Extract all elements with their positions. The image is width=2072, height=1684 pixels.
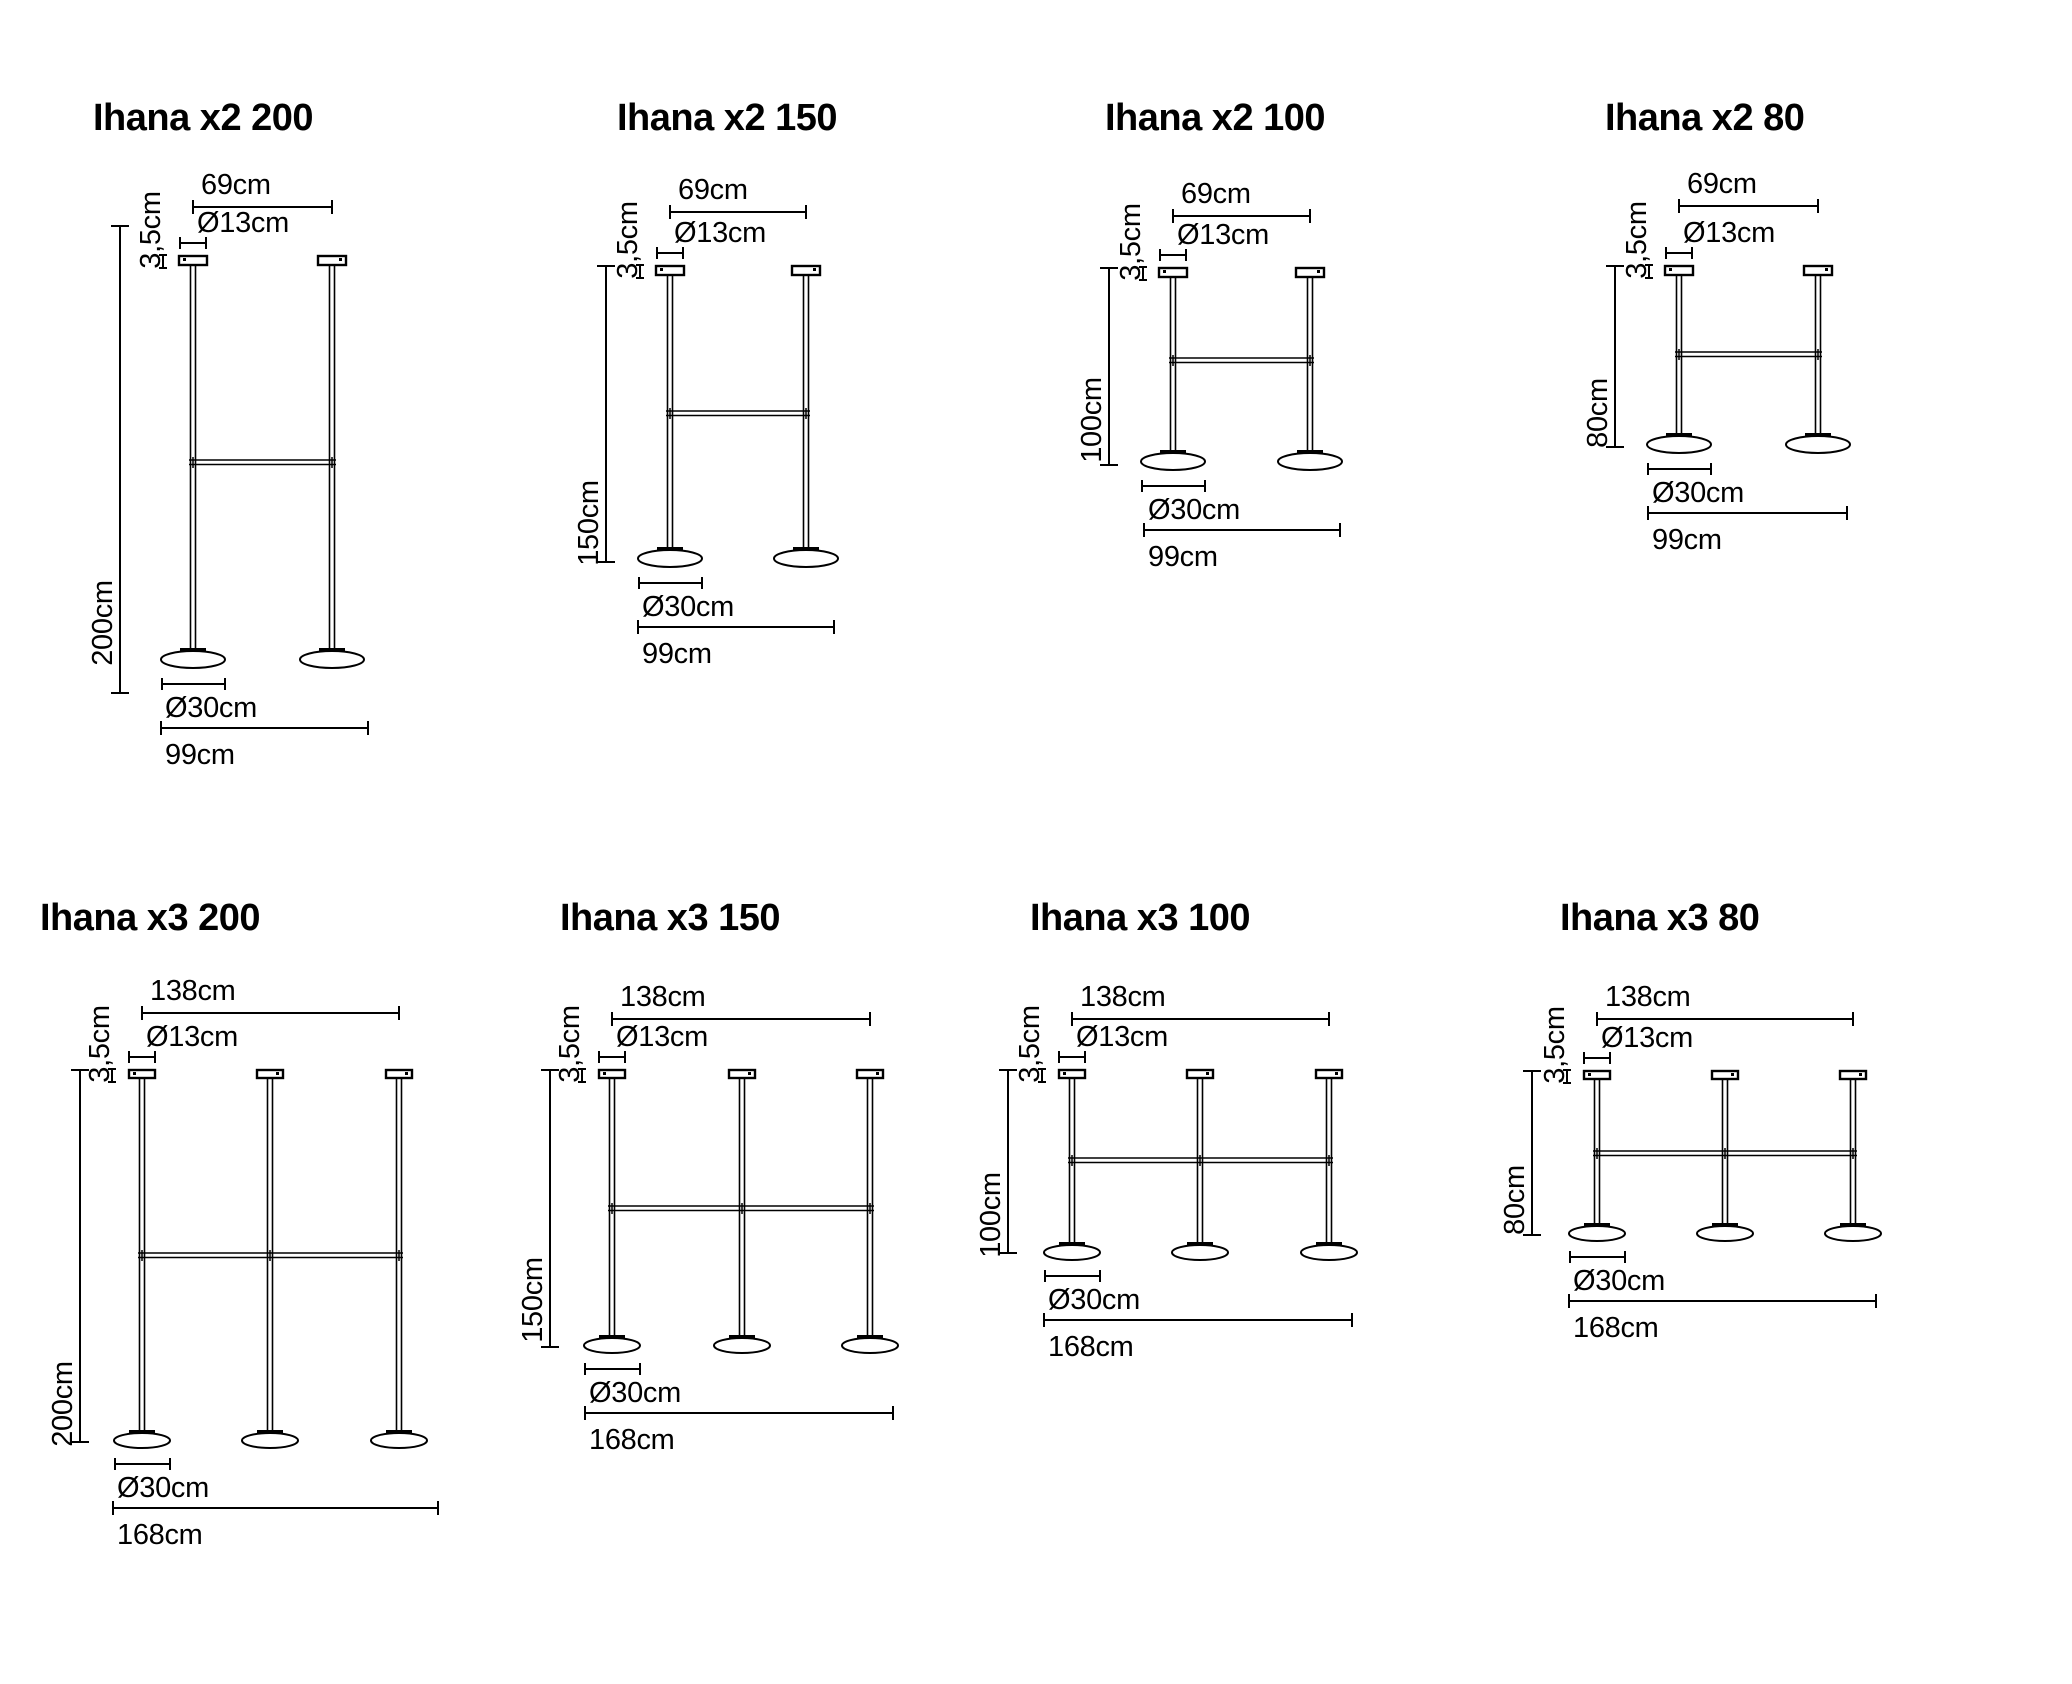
canopy-dia-label: Ø13cm bbox=[146, 1021, 238, 1053]
canopy-dot bbox=[603, 1072, 606, 1075]
top-width-label: 69cm bbox=[1181, 178, 1251, 210]
canopy-dot bbox=[813, 268, 816, 271]
diagram-title: Ihana x3 100 bbox=[1030, 897, 1251, 939]
shade-disc bbox=[1278, 453, 1342, 470]
shade-disc bbox=[114, 1433, 170, 1448]
shade-disc bbox=[371, 1433, 427, 1448]
diagram-ihana-x2-80 bbox=[1582, 97, 1850, 556]
ceiling-canopy bbox=[1316, 1070, 1342, 1078]
canopy-dia-label: Ø13cm bbox=[1601, 1022, 1693, 1054]
canopy-dia-label: Ø13cm bbox=[1683, 217, 1775, 249]
shade-disc bbox=[714, 1338, 770, 1353]
canopy-height-label: 3,5cm bbox=[612, 201, 644, 279]
canopy-height-label: 3,5cm bbox=[554, 1005, 586, 1083]
shade-dia-label: Ø30cm bbox=[1573, 1265, 1665, 1297]
shade-disc bbox=[1697, 1226, 1753, 1241]
ceiling-canopy bbox=[599, 1070, 625, 1078]
canopy-dia-label: Ø13cm bbox=[1177, 219, 1269, 251]
drop-label: 150cm bbox=[573, 480, 605, 566]
shade-dia-label: Ø30cm bbox=[165, 692, 257, 724]
diagram-ihana-x3-80 bbox=[1499, 897, 1881, 1344]
canopy-dot bbox=[876, 1072, 879, 1075]
overall-width-label: 168cm bbox=[1573, 1312, 1659, 1344]
canopy-dot bbox=[748, 1072, 751, 1075]
canopy-dot bbox=[1859, 1073, 1862, 1076]
canopy-dot bbox=[1163, 270, 1166, 273]
shade-dia-label: Ø30cm bbox=[589, 1377, 681, 1409]
shade-disc bbox=[774, 550, 838, 567]
shade-disc bbox=[584, 1338, 640, 1353]
shade-disc bbox=[242, 1433, 298, 1448]
shade-dia-label: Ø30cm bbox=[117, 1472, 209, 1504]
shade-disc bbox=[1044, 1245, 1100, 1260]
overall-width-label: 99cm bbox=[165, 739, 235, 771]
canopy-dot bbox=[660, 268, 663, 271]
drop-label: 100cm bbox=[1076, 377, 1108, 463]
shade-disc bbox=[300, 651, 364, 668]
canopy-dot bbox=[183, 258, 186, 261]
shade-disc bbox=[1301, 1245, 1357, 1260]
ceiling-canopy bbox=[857, 1070, 883, 1078]
shade-dia-label: Ø30cm bbox=[1652, 477, 1744, 509]
canopy-dia-label: Ø13cm bbox=[674, 217, 766, 249]
canopy-dot bbox=[1335, 1072, 1338, 1075]
ceiling-canopy bbox=[1187, 1070, 1213, 1078]
diagram-title: Ihana x2 100 bbox=[1105, 97, 1326, 139]
ceiling-canopy bbox=[1840, 1071, 1866, 1079]
diagram-ihana-x2-200 bbox=[87, 97, 368, 771]
shade-disc bbox=[638, 550, 702, 567]
overall-width-label: 99cm bbox=[1148, 541, 1218, 573]
ceiling-canopy bbox=[729, 1070, 755, 1078]
canopy-dot bbox=[1669, 268, 1672, 271]
canopy-dot bbox=[405, 1072, 408, 1075]
diagram-ihana-x2-150 bbox=[573, 97, 838, 670]
shade-dia-label: Ø30cm bbox=[1148, 494, 1240, 526]
canopy-dot bbox=[276, 1072, 279, 1075]
overall-width-label: 99cm bbox=[642, 638, 712, 670]
canopy-dot bbox=[1206, 1072, 1209, 1075]
ceiling-canopy bbox=[1584, 1071, 1610, 1079]
shade-dia-label: Ø30cm bbox=[642, 591, 734, 623]
drop-label: 80cm bbox=[1582, 378, 1614, 448]
drop-label: 150cm bbox=[517, 1257, 549, 1343]
diagram-title: Ihana x3 80 bbox=[1560, 897, 1760, 939]
overall-width-label: 168cm bbox=[1048, 1331, 1134, 1363]
canopy-dot bbox=[1317, 270, 1320, 273]
canopy-dot bbox=[1825, 268, 1828, 271]
overall-width-label: 99cm bbox=[1652, 524, 1722, 556]
drop-label: 200cm bbox=[87, 580, 119, 666]
canopy-dot bbox=[133, 1072, 136, 1075]
canopy-height-label: 3,5cm bbox=[84, 1005, 116, 1083]
top-width-label: 69cm bbox=[201, 169, 271, 201]
canopy-height-label: 3,5cm bbox=[1621, 201, 1653, 279]
shade-disc bbox=[1172, 1245, 1228, 1260]
ceiling-canopy bbox=[257, 1070, 283, 1078]
drop-label: 100cm bbox=[975, 1172, 1007, 1258]
diagram-title: Ihana x3 200 bbox=[40, 897, 261, 939]
canopy-dot bbox=[1588, 1073, 1591, 1076]
diagram-title: Ihana x2 200 bbox=[93, 97, 314, 139]
overall-width-label: 168cm bbox=[589, 1424, 675, 1456]
ceiling-canopy bbox=[386, 1070, 412, 1078]
ceiling-canopy bbox=[129, 1070, 155, 1078]
canopy-dia-label: Ø13cm bbox=[197, 207, 289, 239]
shade-disc bbox=[1647, 436, 1711, 453]
diagram-ihana-x3-200 bbox=[40, 897, 438, 1551]
shade-disc bbox=[1569, 1226, 1625, 1241]
shade-disc bbox=[1141, 453, 1205, 470]
top-width-label: 69cm bbox=[678, 174, 748, 206]
top-width-label: 138cm bbox=[1080, 981, 1166, 1013]
ceiling-canopy bbox=[1059, 1070, 1085, 1078]
canopy-dot bbox=[339, 258, 342, 261]
drop-label: 80cm bbox=[1499, 1165, 1531, 1235]
shade-disc bbox=[842, 1338, 898, 1353]
top-width-label: 138cm bbox=[620, 981, 706, 1013]
canopy-height-label: 3,5cm bbox=[135, 191, 167, 269]
canopy-height-label: 3,5cm bbox=[1115, 203, 1147, 281]
top-width-label: 138cm bbox=[1605, 981, 1691, 1013]
shade-disc bbox=[1786, 436, 1850, 453]
diagram-ihana-x2-100 bbox=[1076, 97, 1342, 573]
diagram-title: Ihana x3 150 bbox=[560, 897, 781, 939]
diagram-ihana-x3-150 bbox=[517, 897, 898, 1456]
overall-width-label: 168cm bbox=[117, 1519, 203, 1551]
canopy-dia-label: Ø13cm bbox=[616, 1021, 708, 1053]
top-width-label: 69cm bbox=[1687, 168, 1757, 200]
canopy-dia-label: Ø13cm bbox=[1076, 1021, 1168, 1053]
canopy-dot bbox=[1063, 1072, 1066, 1075]
canopy-height-label: 3,5cm bbox=[1539, 1006, 1571, 1084]
diagram-ihana-x3-100 bbox=[975, 897, 1357, 1363]
canopy-dot bbox=[1731, 1073, 1734, 1076]
shade-disc bbox=[1825, 1226, 1881, 1241]
canopy-height-label: 3,5cm bbox=[1014, 1005, 1046, 1083]
ceiling-canopy bbox=[1712, 1071, 1738, 1079]
diagram-title: Ihana x2 150 bbox=[617, 97, 838, 139]
drop-label: 200cm bbox=[47, 1361, 79, 1447]
shade-dia-label: Ø30cm bbox=[1048, 1284, 1140, 1316]
shade-disc bbox=[161, 651, 225, 668]
diagram-title: Ihana x2 80 bbox=[1605, 97, 1805, 139]
top-width-label: 138cm bbox=[150, 975, 236, 1007]
